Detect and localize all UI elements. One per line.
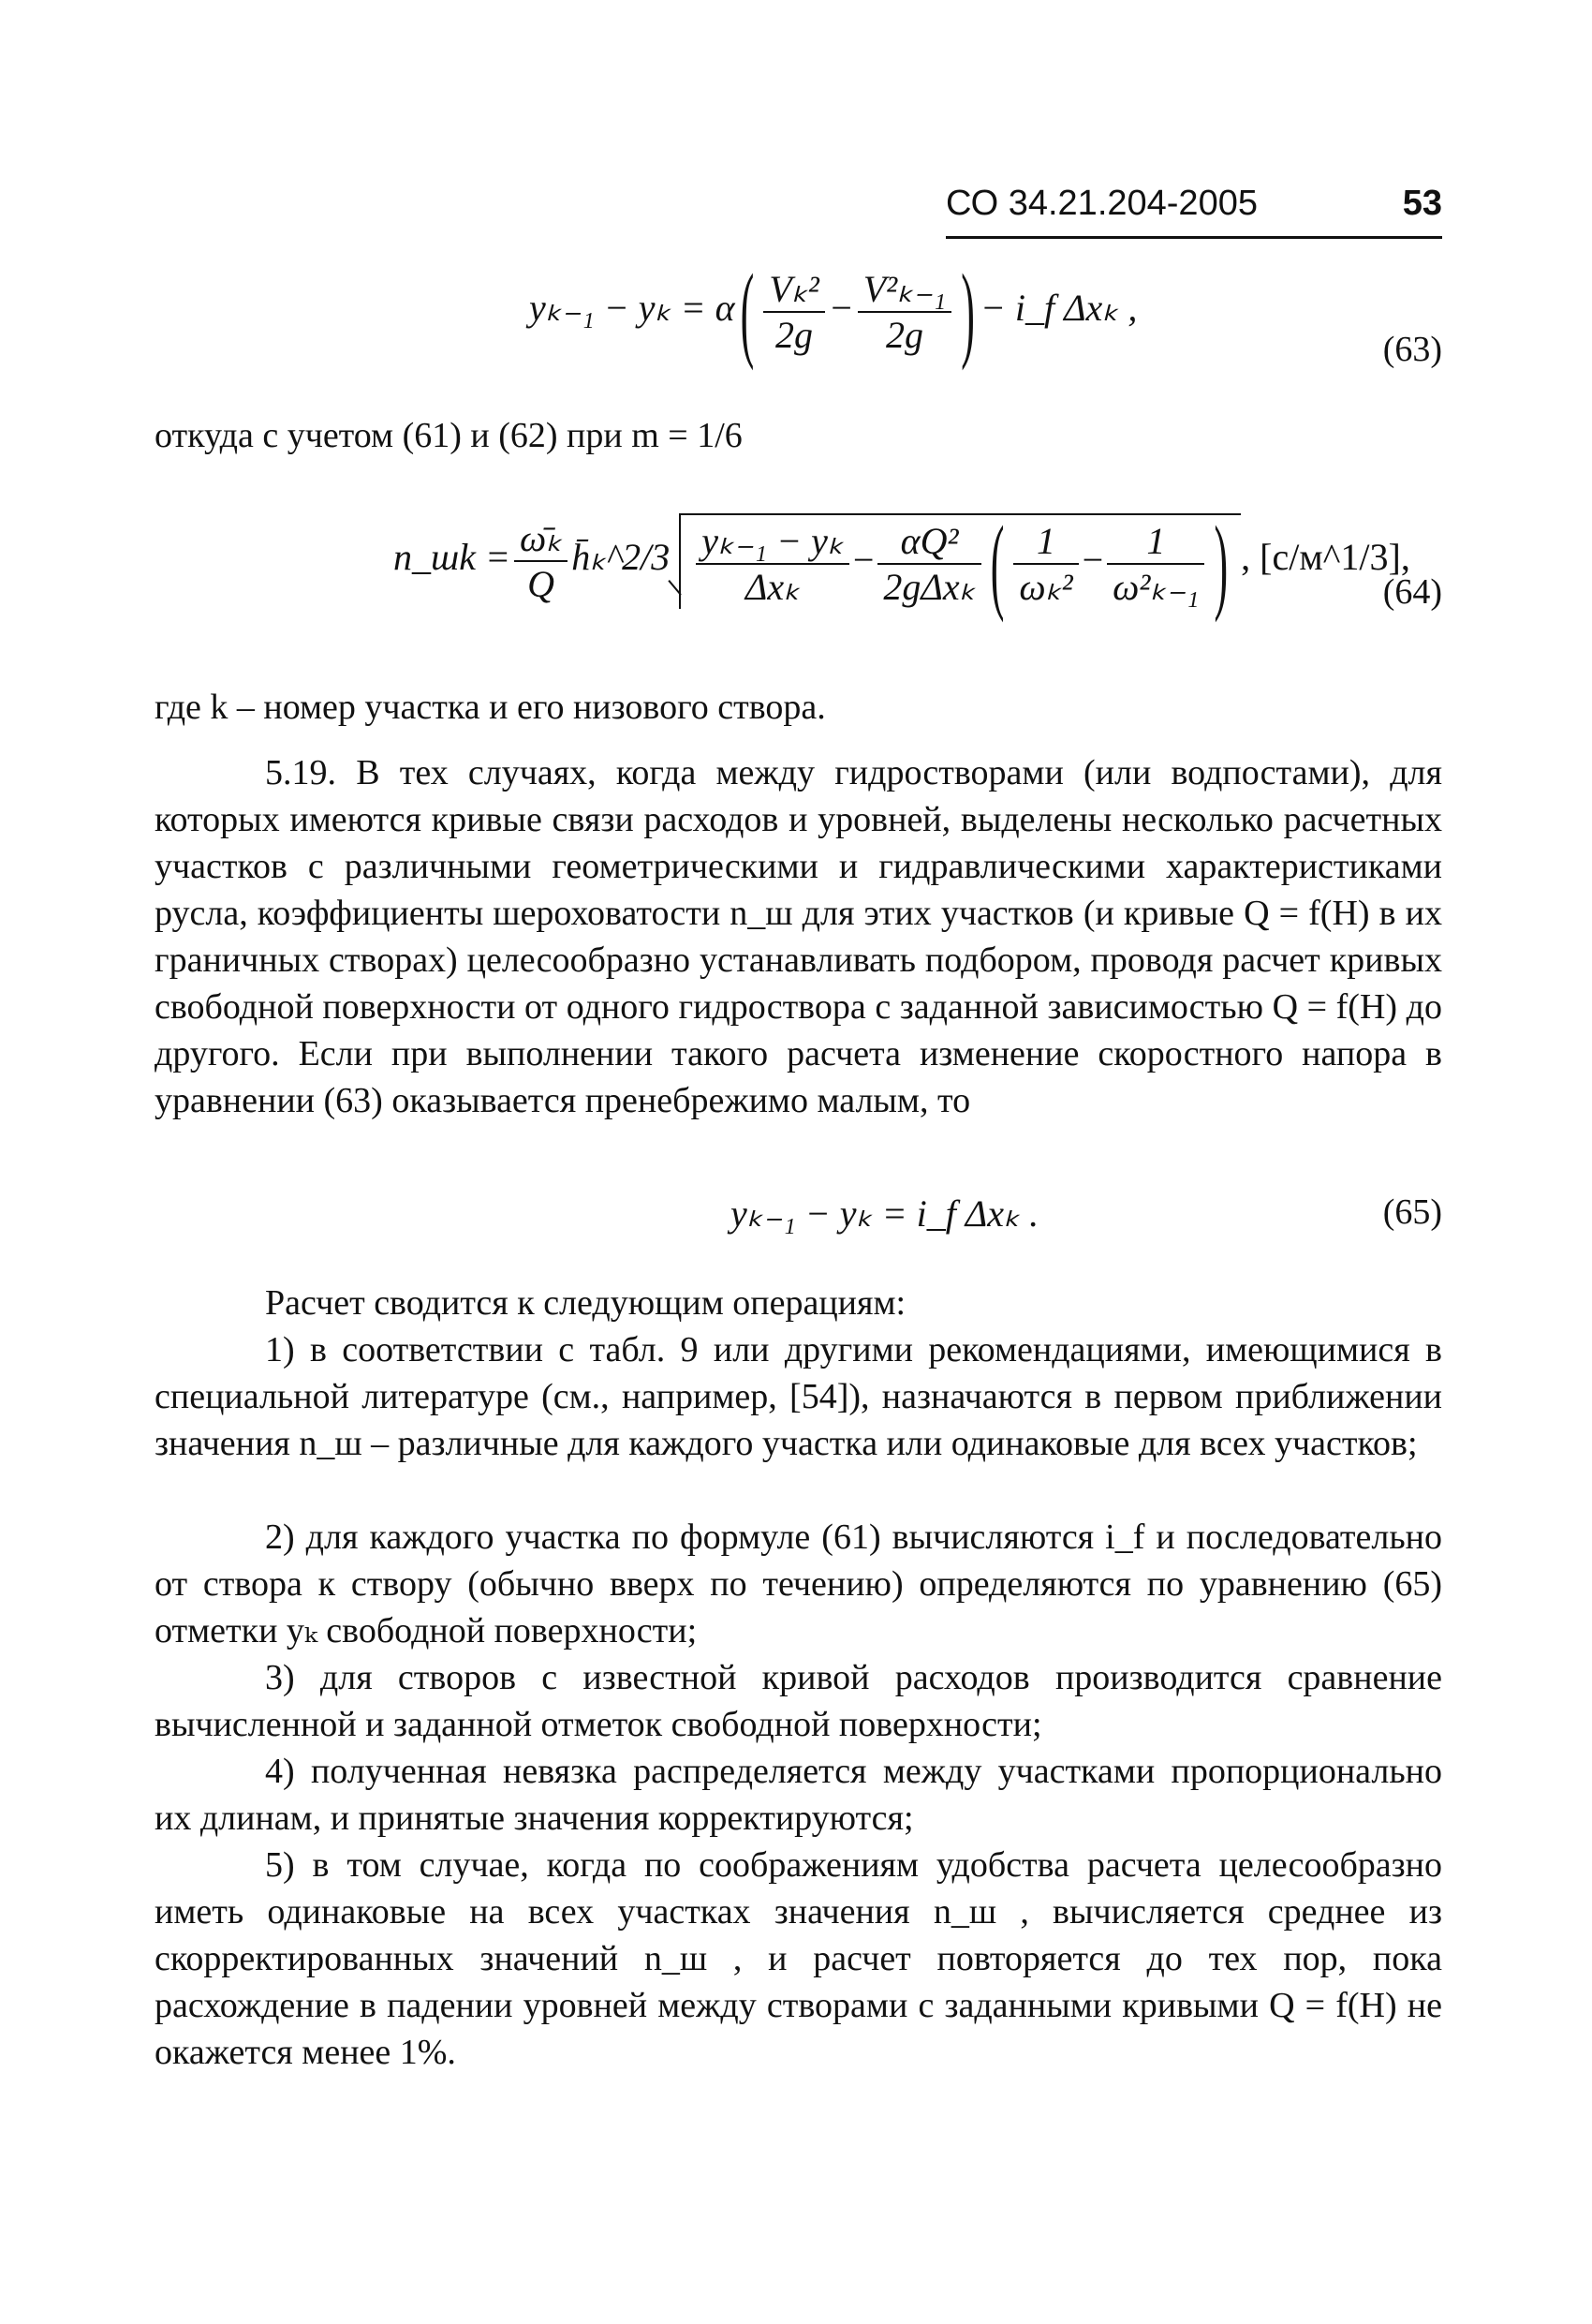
paragraph-5-19: 5.19. В тех случаях, когда между гидростворами (или водпостами), для которых имеются кривые связи расходов и уровней, выделены несколько расчетных участков с различными геометрическими и гидравлическими характеристиками русла, коэффициенты шероховатости n_ш для этих участков (и кривые Q = f(H) в их граничных створах) целесообразно устанавливать подбором, проводя расчет кривых свободной поверхности от одного гидроствора с заданной зависимостью Q = f(H) до другого. Если при выполнении такого расчета изменение скоростного напора в уравнении (63) оказывается пренебрежимо малым, то [155,753,1442,1120]
text-whence: откуда с учетом (61) и (62) при m = 1/6 [155,416,743,455]
eq64-p2-den: ω²ₖ₋₁ [1113,566,1200,608]
operation-5: 5) в том случае, когда по соображениям удобства расчета целесообразно иметь одинаковые на всех участках значения n_ш , вычисляется среднее из скорректированных значений n_ш , и расчет повторяется до тех пор, пока расхождение в падении уровней между створами с заданными кривыми Q = f(H) не окажется менее 1%. [155,1845,1442,2072]
page-number: 53 [1402,184,1442,223]
operation-1: 1) в соответствии с табл. 9 или другими рекомендациями, имеющимися в специальной литературе (см., например, [54]), назначаются в первом приближении значения n_ш – различные для каждого участка или одинаковые для всех участков; [155,1330,1442,1463]
eq64-r1-num: yₖ₋₁ − yₖ [696,519,849,565]
operation-4: 4) полученная невязка распределяется между участками пропорционально их длинам, и принятые значения корректируются; [155,1752,1442,1838]
eq64-r2-num: αQ² [877,519,980,565]
eq65-number: (65) [1382,1192,1442,1232]
standard-code: СО 34.21.204-2005 [946,184,1258,223]
eq63-frac1-num: Vₖ² [763,267,824,313]
eq64-p1-den: ωₖ² [1019,566,1073,608]
operations-intro: Расчет сводится к следующим операциям: [265,1283,907,1323]
eq64-r2-den: 2gΔxₖ [883,566,976,608]
eq65-expr: yₖ₋₁ − yₖ = i_f Δxₖ . [730,1192,1039,1235]
page-header [946,184,1442,239]
eq63-number: (63) [1382,330,1442,369]
eq64-h: h̄ₖ^2/3 [571,536,671,579]
eq63-tail: − i_f Δxₖ , [980,287,1138,330]
eq64-p2-num: 1 [1107,519,1204,565]
eq63-frac1-den: 2g [774,314,813,356]
text-where: где k – номер участка и его низового створа. [155,688,826,727]
eq63-minus: − [828,287,854,330]
eq64-number: (64) [1382,572,1442,612]
eq64-unit: , [с/м^1/3], [1241,536,1410,579]
eq64-lhs: n_шk = [393,536,510,579]
eq64-r1-den: Δxₖ [744,566,801,608]
eq63-frac2-den: 2g [885,314,923,356]
eq64-f1-den: Q [527,563,555,605]
eq63-frac2-num: V²ₖ₋₁ [858,267,951,313]
eq64-f1-num: ω̄ₖ [514,516,568,562]
eq63-lhs: yₖ₋₁ − yₖ = α [529,287,735,330]
operation-3: 3) для створов с известной кривой расходов производится сравнение вычисленной и заданной отметок свободной поверхности; [155,1658,1442,1744]
eq64-radical: $\frac{\text{yₖ₋₁ − yₖ}}{\text{Δxₖ}}$ − $\frac{\text{αQ²}}{\text{2gΔxₖ}}$ ( $\frac{1}{\text{ωₖ²}}$ − $\frac{1}{\text{ω²ₖ₋₁}}$ ) [679,513,1241,609]
operation-2: 2) для каждого участка по формуле (61) вычисляются i_f и последовательно от створа к створу (обычно вверх по течению) определяются по уравнению (65) отметки yₖ свободной поверхности; [155,1517,1442,1650]
eq64-p1-num: 1 [1013,519,1078,565]
